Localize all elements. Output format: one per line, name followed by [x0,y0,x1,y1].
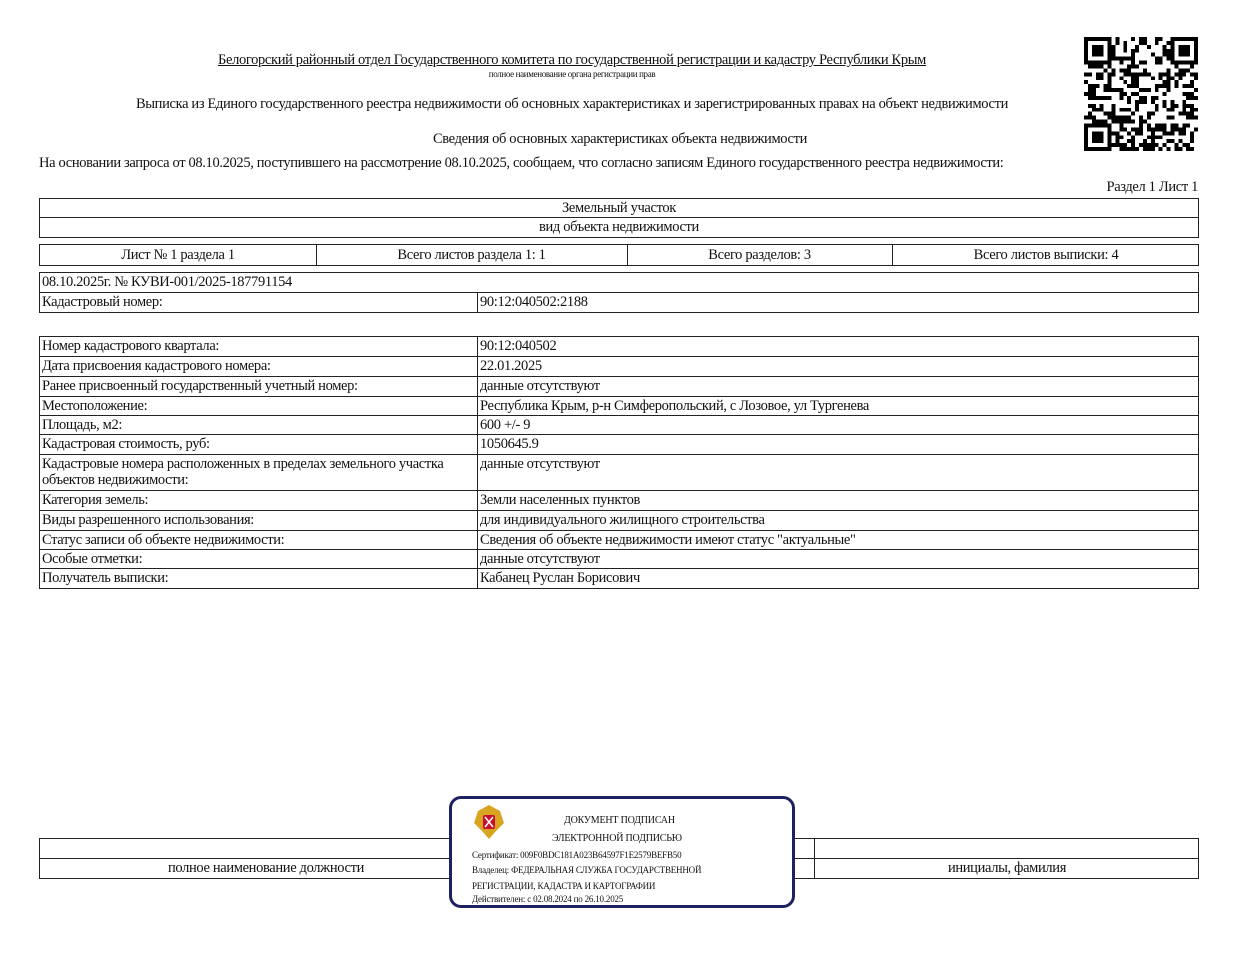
row-value: 1050645.9 [480,436,539,452]
stamp-line2: ЭЛЕКТРОННОЙ ПОДПИСЬЮ [552,833,682,844]
sections-total: Всего разделов: 3 [708,247,811,263]
electronic-signature-stamp [449,796,795,908]
table-row [39,454,1199,491]
registration-organ: Белогорский районный отдел Государственного комитета по государственной регистрации и кадастру Республики Крым [218,52,926,68]
position-caption: полное наименование должности [168,860,364,876]
section-label: Раздел 1 Лист 1 [1106,179,1198,195]
row-label: Категория земель: [42,492,149,508]
document-title: Выписка из Единого государственного реестра недвижимости об основных характеристиках и зарегистрированных правах на объект недвижимости [135,96,1009,112]
row-value: данные отсутствуют [480,378,600,394]
doc-number-row [39,272,1199,293]
row-label: Ранее присвоенный государственный учетный номер: [42,378,358,394]
qr-code [1084,37,1198,151]
table-row [39,376,1199,397]
table-row [39,510,1199,531]
table-row [39,434,1199,455]
sheet-number: Лист № 1 раздела 1 [121,247,235,263]
row-value: для индивидуального жилищного строительства [480,512,765,528]
row-label: Номер кадастрового квартала: [42,338,220,354]
row-label: Особые отметки: [42,551,143,567]
document-subtitle: Сведения об основных характеристиках объекта недвижимости [432,131,808,147]
table-row [39,356,1199,377]
stamp-owner1: Владелец: ФЕДЕРАЛЬНАЯ СЛУЖБА ГОСУДАРСТВЕННОЙ [472,865,702,875]
row-value: Республика Крым, р-н Симферопольский, с Лозовое, ул Тургенева [480,398,870,414]
table-row [39,490,1199,511]
row-label: Кадастровые номера расположенных в пределах земельного участка объектов недвижимости: [42,456,444,488]
name-caption: инициалы, фамилия [947,860,1067,876]
row-label: Кадастровая стоимость, руб: [42,436,210,452]
row-value: 600 +/- 9 [480,417,531,433]
table-row [39,336,1199,357]
row-value: данные отсутствуют [480,551,600,567]
organ-caption: полное наименование органа регистрации прав [488,69,656,79]
doc-number: 08.10.2025г. № КУВИ-001/2025-187791154 [42,274,292,290]
coat-of-arms-icon [472,801,506,843]
cadastral-value: 90:12:040502:2188 [480,294,588,310]
row-label: Получатель выписки: [42,570,169,586]
cadastral-number-row [39,292,1199,313]
object-type-box [39,198,1199,238]
table-row [39,568,1199,589]
table-row [39,415,1199,435]
stamp-line1: ДОКУМЕНТ ПОДПИСАН [564,815,675,826]
extract-sheets-total: Всего листов выписки: 4 [973,247,1119,263]
section-sheets-total: Всего листов раздела 1: 1 [397,247,546,263]
intro-text: На основании запроса от 08.10.2025, поступившего на рассмотрение 08.10.2025, сообщаем, что согласно записям Единого государственного реестра недвижимости: [39,155,1004,171]
object-type-caption: вид объекта недвижимости [539,219,699,235]
table-row [39,549,1199,569]
row-value: Земли населенных пунктов [480,492,641,508]
row-value: данные отсутствуют [480,456,600,472]
row-label: Местоположение: [42,398,148,414]
stamp-owner2: РЕГИСТРАЦИИ, КАДАСТРА И КАРТОГРАФИИ [472,881,656,891]
row-value: 22.01.2025 [480,358,542,374]
stamp-valid: Действителен: с 02.08.2024 по 26.10.2025 [472,894,624,904]
row-label: Виды разрешенного использования: [42,512,254,528]
cadastral-label: Кадастровый номер: [42,294,163,310]
sheets-info [39,244,1199,266]
object-type: Земельный участок [562,200,676,216]
row-value: Кабанец Руслан Борисович [480,570,640,586]
row-label: Площадь, м2: [42,417,123,433]
table-row [39,530,1199,550]
row-value: 90:12:040502 [480,338,557,354]
row-value: Сведения об объекте недвижимости имеют статус "актуальные" [480,532,856,548]
stamp-certificate: Сертификат: 009F0BDC181A023B64597F1E2579BEFB50 [472,850,682,860]
row-label: Статус записи об объекте недвижимости: [42,532,285,548]
row-label: Дата присвоения кадастрового номера: [42,358,271,374]
table-row [39,396,1199,416]
